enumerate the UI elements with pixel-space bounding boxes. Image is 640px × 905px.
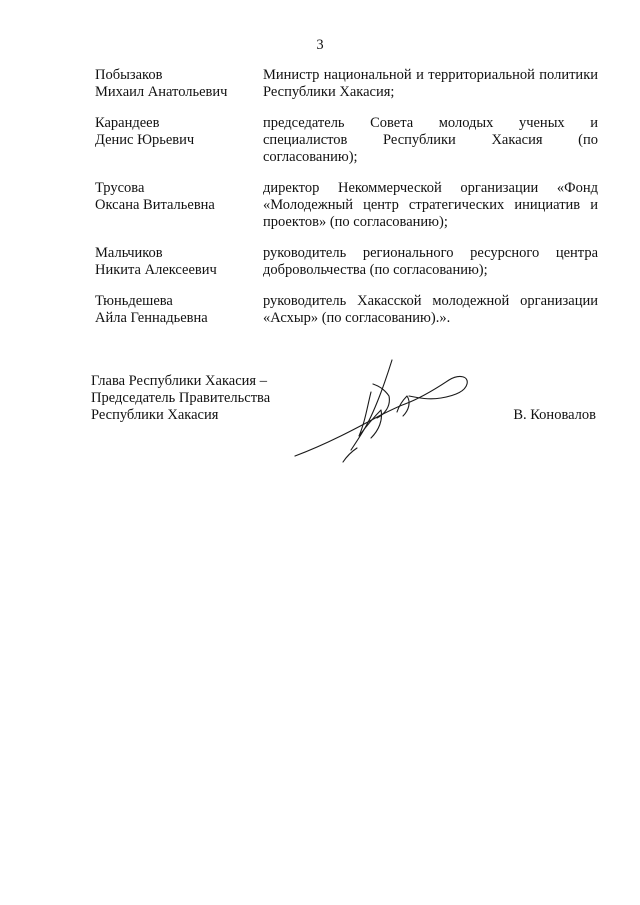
member-name: Тюньдешева Айла Геннадьевна xyxy=(95,293,208,326)
handwritten-signature xyxy=(287,356,487,486)
member-name: Мальчиков Никита Алексеевич xyxy=(95,245,217,278)
member-row xyxy=(95,115,598,166)
members-list xyxy=(95,67,598,327)
member-row xyxy=(95,245,598,279)
member-row xyxy=(95,293,598,327)
member-name: Побызаков Михаил Анатольевич xyxy=(95,67,228,100)
member-row xyxy=(95,180,598,231)
signatory-position: Глава Республики Хакасия – Председатель Правительства Республики Хакасия xyxy=(91,373,271,423)
signature-block xyxy=(91,373,601,493)
member-name: Карандеев Денис Юрьевич xyxy=(95,115,195,148)
member-role: директор Некоммерческой организации «Фонд «Молодежный центр стратегических инициатив и проектов» (по согласованию); xyxy=(263,180,598,230)
member-role: Министр национальной и территориальной политики Республики Хакасия; xyxy=(263,67,598,100)
member-role: председатель Совета молодых ученых и специалистов Республики Хакасия (по согласованию); xyxy=(263,115,598,165)
member-row xyxy=(95,67,598,101)
member-name: Трусова Оксана Витальевна xyxy=(95,180,215,213)
signatory-name: В. Коновалов xyxy=(513,407,596,423)
member-role: руководитель регионального ресурсного центра добровольчества (по согласованию); xyxy=(263,245,598,278)
page-number: 3 xyxy=(316,37,324,53)
member-role: руководитель Хакасской молодежной организации «Асхыр» (по согласованию).». xyxy=(263,293,598,326)
